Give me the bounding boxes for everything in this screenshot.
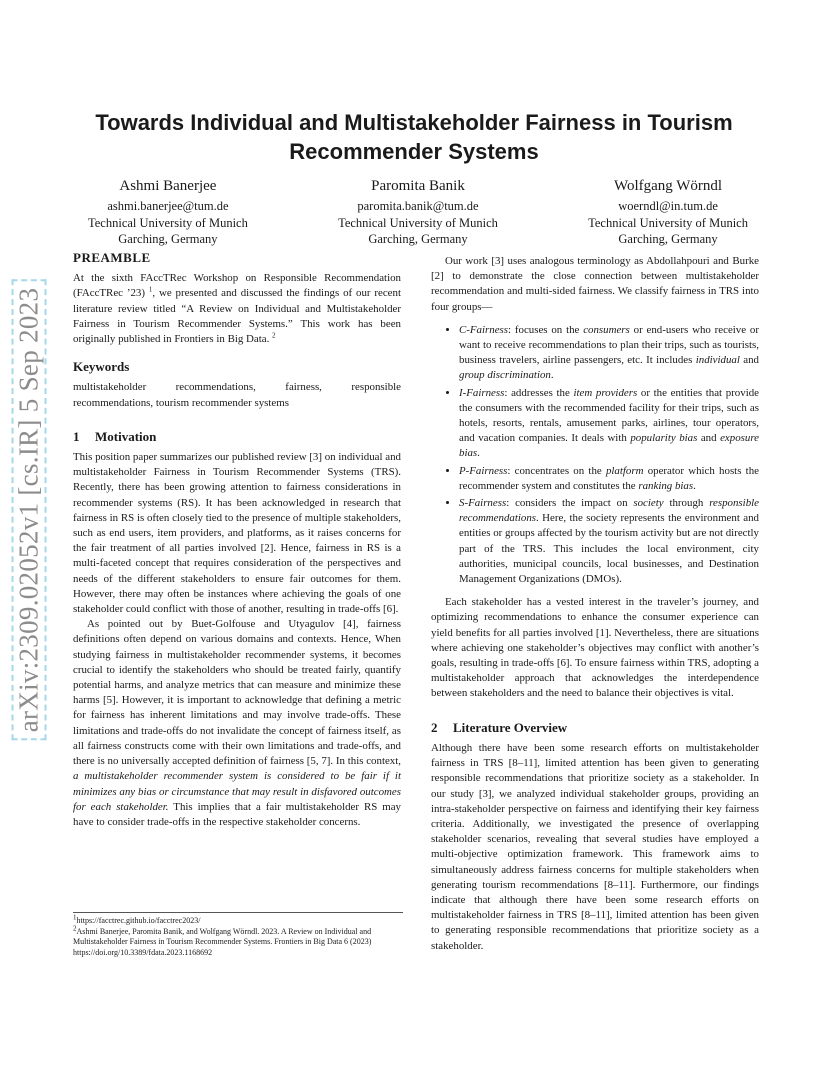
author-affiliation: Technical University of Munich bbox=[88, 215, 248, 230]
author-name: Ashmi Banerjee bbox=[119, 178, 217, 194]
keywords-text: multistakeholder recommendations, fairness, responsible recommendations, tourism recommender systems bbox=[73, 381, 401, 409]
list-item: • C-Fairness: focuses on the consumers or end-users who receive or want to receive recommendations to plan their trips, such as tourists, business travelers, airline passengers, etc. It includes individual and group discrimination. bbox=[459, 323, 759, 384]
paper-title: Towards Individual and Multistakeholder Fairness in Tourism Recommender Systems bbox=[95, 110, 733, 164]
list-item: • I-Fairness: addresses the item providers or the entities that provide the consumers with the recommended facility for their trips, such as hotels, resorts, rentals, amusement parks, airlines, tour operators, and vacation companies. It deals with popularity bias and exposure bias. bbox=[459, 386, 759, 462]
list-item: • P-Fairness: concentrates on the platform operator which hosts the recommender system and constitutes the ranking bias. bbox=[459, 464, 759, 494]
section-1-heading: 1 Motivation bbox=[73, 428, 157, 444]
author-3 bbox=[588, 176, 748, 248]
section-1-paragraph-1: This position paper summarizes our published review [3] on individual and multistakeholder Fairness in Tourism Recommender Systems (TRS). Recently, there has been growing attention to fairness considerations in recommender systems (RS). It has been acknowledged in research that fairness in RS is often closely tied to the presence of multiple stakeholders, such as end users, item providers, and platforms, as it raises concerns for the fair treatment of all parties involved [2]. Hence, fairness in RS is a multi-faceted concept that requires consideration of the perspectives and needs of the different stakeholders to ensure fair outcomes for them. However, there may often be instances where achieving the goals of one stakeholder could conflict with those of another, resulting in trade-offs [6]. bbox=[73, 451, 401, 616]
left-column bbox=[73, 250, 401, 830]
keywords-heading: Keywords bbox=[73, 359, 130, 375]
right-column bbox=[431, 254, 759, 954]
footnote-ref-1: 1 bbox=[148, 285, 153, 294]
arxiv-sidebar-identifier bbox=[4, 270, 54, 750]
footnotes bbox=[73, 912, 403, 958]
author-email: paromita.banik@tum.de bbox=[357, 199, 479, 213]
author-block bbox=[88, 176, 748, 248]
author-2 bbox=[338, 176, 498, 248]
fairness-groups-list bbox=[431, 323, 759, 587]
section-2-paragraph-1: Although there have been some research efforts on multistakeholder fairness in TRS [8–11], limited attention has been given to generating responsible recommendations that prioritize society as a stakeholder. In our study [3], we analyzed individual stakeholder groups, providing an intra-stakeholder perspective on fairness and identifying their key fairness criteria. Additionally, we investigated the presence of overlapping stakeholder scenarios, revealing that several studies have employed a multi-objective optimization framework. This framework aims to simultaneously address fairness concerns for multiple stakeholders when generating tourism recommendations [8–11]. Furthermore, our findings indicate that although there have been some research efforts on multistakeholder fairness in TRS [8–11], limited attention has been given to generating responsible recommendations that prioritize society as a stakeholder. bbox=[431, 741, 759, 952]
author-email: woerndl@in.tum.de bbox=[618, 199, 718, 213]
right-intro-paragraph: Our work [3] uses analogous terminology as Abdollahpouri and Burke [2] to demonstrate the close connection between multistakeholder recommendation and multi-sided fairness. We classify fairness in TRS into four groups— bbox=[431, 255, 759, 313]
author-name: Wolfgang Wörndl bbox=[614, 178, 723, 194]
author-email: ashmi.banerjee@tum.de bbox=[107, 199, 229, 213]
author-affiliation: Technical University of Munich bbox=[338, 215, 498, 230]
footnote-1: $^1$https://facctrec.github.io/facctrec2023/ bbox=[73, 913, 201, 925]
right-paragraph-2: Each stakeholder has a vested interest in the traveler’s journey, and optimizing recommendations to enhance the consumer experience can yield benefits for all parties involved [1]. Nevertheless, there are situations where achieving one stakeholder’s objectives may conflict with another’s goals, resulting in trade-offs [6]. To ensure fairness within TRS, adopting a multistakeholder approach that acknowledges the interdependence between stakeholders and the need to balance their objectives is vital. bbox=[431, 596, 759, 700]
author-affiliation: Technical University of Munich bbox=[588, 215, 748, 230]
section-2-heading: 2 Literature Overview bbox=[431, 719, 568, 735]
preamble-heading: PREAMBLE bbox=[73, 250, 151, 265]
footnote-ref-2: 2 bbox=[272, 331, 276, 340]
section-1-paragraph-2: As pointed out by Buet-Golfouse and Utyagulov [4], fairness definitions often depend on various domains and contexts. Hence, When studying fairness in multistakeholder recommender systems, it becomes crucial to identify the stakeholders who should be treated fairly, quantify potential harms, and analyze metrics that can measure and minimize these harms [5]. However, it is important to acknowledge that defining a metric for fairness has inherent limitations and may involve trade-offs. These limitations and trade-offs do not invalidate the concept of fairness itself, as all fairness constructs come with their own limitations and trade-offs, and there is no universally accepted definition of fairness [5, 7]. In this context, a multistakeholder recommender system is considered to be fair if it minimizes any bias or circumstance that may result in disfavored outcomes for each stakeholder. This implies that a fair multistakeholder RS may have to consider trade-offs in the respective stakeholder concerns. bbox=[73, 618, 401, 828]
author-location: Garching, Germany bbox=[118, 232, 218, 246]
footnote-2: $^2$Ashmi Banerjee, Paromita Banik, and Wolfgang Wörndl. 2023. A Review on Individual and Multistakeholder Fairness in Tourism Recommender Systems. Frontiers in Big Data 6 (2023) https://doi.org/10.3389/fdata.2023.1168692 bbox=[73, 923, 372, 957]
list-item: • S-Fairness: considers the impact on society through responsible recommendations. Here, the society represents the environment and entities or groups affected by the tourism activity but are not directly part of the TRS. This includes the local environment, city authorities, municipal councils, local businesses, and Destination Management Organizations (DMOs). bbox=[459, 496, 759, 587]
arxiv-id-text: arXiv:2309.02052v1 [cs.IR] 5 Sep 2023 bbox=[12, 280, 47, 741]
author-location: Garching, Germany bbox=[368, 232, 468, 246]
author-1 bbox=[88, 176, 248, 248]
preamble-text: At the sixth FAccTRec Workshop on Responsible Recommendation (FAccTRec ’23) $^1$, we presented and discussed the findings of our recent literature review titled “A Review on Individual and Multistakeholder Fairness in Tourism Recommender Systems.” This work has been originally published in Frontiers in Big Data. $^2$ bbox=[73, 272, 401, 346]
author-location: Garching, Germany bbox=[618, 232, 718, 246]
author-name: Paromita Banik bbox=[371, 178, 465, 194]
